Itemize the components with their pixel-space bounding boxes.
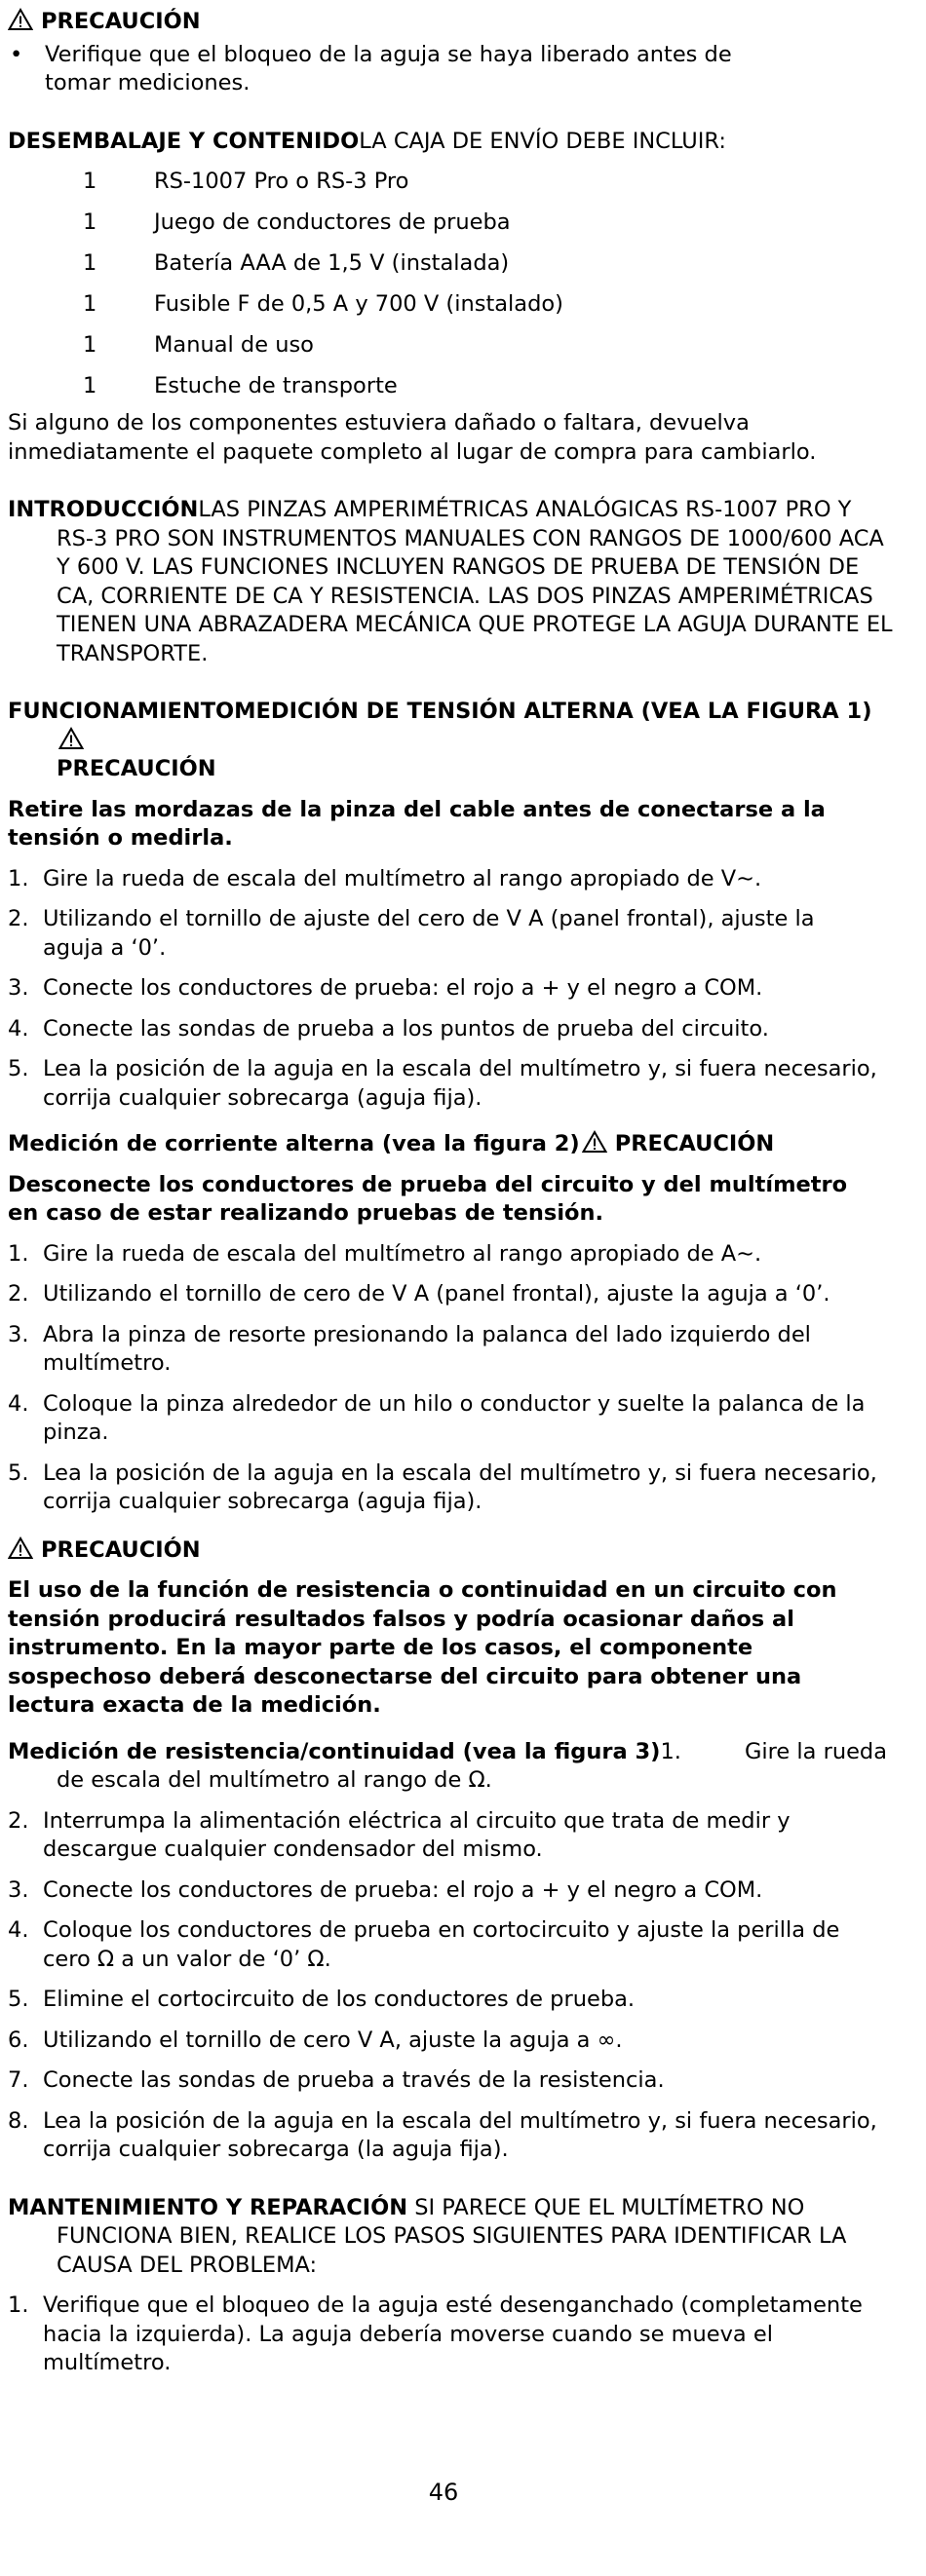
warning-triangle-icon [8,1536,33,1560]
warning-triangle-icon [8,8,33,31]
operation-heading-block [8,698,895,784]
operation-heading: FUNCIONAMIENTO [8,699,235,724]
unpacking-note: Si alguno de los componentes estuviera dañado o faltara, devuelva inmediatamente el paquete completo al lugar de compra para cambiarlo. [8,410,817,465]
step-number: 3. [8,975,29,1001]
warning-triangle-icon [58,727,84,750]
step-number: 3. [8,1876,29,1903]
list-item [8,325,895,366]
step-text: Interrumpa la alimentación eléctrica al circuito que trata de medir y descargue cualquier condensador del mismo. [43,1807,791,1862]
step-text: Utilizando el tornillo de ajuste del cero de V A (panel frontal), ajuste la aguja a ‘0’. [43,906,815,961]
step-number: 2. [8,1281,29,1307]
list-item [8,2107,895,2165]
item-qty: 1 [83,291,97,318]
list-item [8,1240,895,1269]
step-number: 5. [8,1459,29,1486]
intro-heading: INTRODUCCIÓN [8,497,199,522]
step-text: Lea la posición de la aguja en la escala del multímetro y, si fuera necesario, corrija cualquier sobrecarga (aguja fija). [43,1056,877,1111]
item-qty: 1 [83,373,97,399]
step-text: Abra la pinza de resorte presionando la palanca del lado izquierdo del multímetro. [43,1321,811,1376]
step-number: 1. [8,865,29,891]
list-item [8,2292,895,2378]
item-desc: RS-1007 Pro o RS-3 Pro [154,169,409,195]
item-qty: 1 [83,169,97,195]
step-number: 8. [8,2107,29,2134]
resistance-warning: El uso de la función de resistencia o continuidad en un circuito con tensión producirá resultados falsos y podría ocasionar daños al instrumento. En la mayor parte de los casos, el componente sospechoso deberá desconectarse del circuito para obtener una lectura exacta de la medición. [8,1577,837,1718]
step-text: Coloque los conductores de prueba en cortocircuito y ajuste la perilla de cero Ω a un valor de ‘0’ Ω. [43,1917,840,1972]
list-item [8,905,895,963]
page-content [8,8,895,2378]
list-item [8,1807,895,1865]
precaution-label: PRECAUCIÓN [57,756,216,781]
item-desc: Manual de uso [154,332,314,359]
step-number: 3. [8,1321,29,1347]
list-item [8,1015,895,1044]
step-text: Coloque la pinza alrededor de un hilo o conductor y suelte la palanca de la pinza. [43,1390,866,1445]
step-text: Elimine el cortocircuito de los conductores de prueba. [43,1987,636,2012]
step-number: 2. [8,1807,29,1834]
item-desc: Estuche de transporte [154,373,398,399]
intro-section [8,496,895,668]
step-number: 4. [8,1390,29,1417]
resistance-heading-block [8,1738,895,1767]
precaution-label: PRECAUCIÓN [614,1131,775,1156]
step-text: Gire la rueda de escala del multímetro al rango apropiado de V∼. [43,865,762,891]
list-item [8,366,895,407]
step-text-continued: de escala del multímetro al rango de Ω. [57,1767,492,1793]
page-number: 46 [428,2479,459,2506]
step-text: Conecte los conductores de prueba: el rojo a + y el negro a COM. [43,975,763,1001]
list-item [8,1876,895,1906]
item-desc: Juego de conductores de prueba [154,209,511,236]
list-item [8,1459,895,1517]
step-number: 1. [8,1240,29,1267]
contents-list [8,162,895,407]
step-number: 4. [8,1917,29,1943]
list-item [8,244,895,284]
current-heading: Medición de corriente alterna (vea la figura 2) [8,1131,580,1156]
step-text: Conecte los conductores de prueba: el rojo a + y el negro a COM. [43,1876,763,1903]
step-number: 4. [8,1015,29,1042]
precaution-title: PRECAUCIÓN [41,1536,201,1563]
list-item [8,284,895,325]
step-text: Conecte las sondas de prueba a los puntos de prueba del circuito. [43,1015,769,1042]
item-qty: 1 [83,209,97,236]
item-qty: 1 [83,332,97,359]
voltage-warning: Retire las mordazas de la pinza del cable antes de conectarse a la tensión o medirla. [8,796,826,851]
step-number: 1. [8,2292,29,2318]
step-number: 5. [8,1987,29,2012]
unpacking-section [8,128,895,157]
list-item [8,1390,895,1448]
resistance-precaution-heading [8,1536,895,1566]
step-text: Gire la rueda de escala del multímetro al rango apropiado de A∼. [43,1240,762,1267]
unpacking-lead: LA CAJA DE ENVÍO DEBE INCLUIR: [359,128,726,154]
resistance-heading: Medición de resistencia/continuidad (vea la figura 3) [8,1738,661,1764]
step-text: Conecte las sondas de prueba a través de la resistencia. [43,2067,665,2093]
resistance-steps [8,1807,895,2165]
step-text: Verifique que el bloqueo de la aguja esté desenganchado (completamente hacia la izquierda). La aguja debería moverse cuando se mueva el multímetro. [43,2292,863,2375]
item-qty: 1 [83,250,97,277]
step-text: Lea la posición de la aguja en la escala del multímetro y, si fuera necesario, corrija cualquier sobrecarga (la aguja fija). [43,2107,877,2162]
step-number: 7. [8,2067,29,2093]
precaution-heading [8,8,895,37]
unpacking-heading: DESEMBALAJE Y CONTENIDO [8,128,360,154]
list-item [8,1986,895,2015]
step-text: Lea la posición de la aguja en la escala del multímetro y, si fuera necesario, corrija cualquier sobrecarga (aguja fija). [43,1459,877,1514]
list-item [8,865,895,894]
list-item [8,974,895,1004]
list-item [8,203,895,244]
precaution-title: PRECAUCIÓN [41,9,201,34]
voltage-heading: MEDICIÓN DE TENSIÓN ALTERNA (VEA LA FIGURA 1) [234,699,872,724]
maintenance-steps [8,2292,895,2378]
maintenance-heading: MANTENIMIENTO Y REPARACIÓN [8,2194,408,2220]
bullet-mark: • [10,41,23,67]
step-text: Utilizando el tornillo de cero V A, ajuste la aguja a ∞. [43,2027,623,2053]
current-warning: Desconecte los conductores de prueba del circuito y del multímetro en caso de estar realizando pruebas de tensión. [8,1171,848,1226]
maintenance-text: SI PARECE QUE EL MULTÍMETRO NO FUNCIONA BIEN, REALICE LOS PASOS SIGUIENTES PARA IDENTIFICAR LA CAUSA DEL PROBLEMA: [57,2194,847,2278]
step-text: Gire la rueda [744,1738,887,1764]
precaution-text: Verifique que el bloqueo de la aguja se haya liberado antes de tomar mediciones. [45,41,732,95]
list-item [8,2066,895,2096]
item-desc: Fusible F de 0,5 A y 700 V (instalado) [154,291,563,318]
step-number: 6. [8,2027,29,2053]
list-item [8,1280,895,1309]
voltage-steps [8,865,895,1114]
maintenance-section [8,2194,895,2281]
list-item [8,162,895,203]
list-item [8,1055,895,1113]
step-number: 5. [8,1056,29,1081]
step-number: 2. [8,906,29,931]
current-heading-block [8,1130,895,1159]
list-item [8,1916,895,1974]
list-item [8,1321,895,1379]
warning-triangle-icon [582,1130,607,1154]
current-steps [8,1240,895,1517]
step-number: 1. [660,1738,681,1764]
list-item [8,2027,895,2056]
item-desc: Batería AAA de 1,5 V (instalada) [154,250,510,277]
step-text: Utilizando el tornillo de cero de V A (panel frontal), ajuste la aguja a ‘0’. [43,1281,830,1307]
precaution-bullet [8,41,895,98]
intro-text: LAS PINZAS AMPERIMÉTRICAS ANALÓGICAS RS-1007 PRO Y RS-3 PRO SON INSTRUMENTOS MANUALES CON RANGOS DE 1000/600 ACA Y 600 V. LAS FUNCIONES INCLUYEN RANGOS DE PRUEBA DE TENSIÓN DE CA, CORRIENTE DE CA Y RESISTENCIA. LAS DOS PINZAS AMPERIMÉTRICAS TIENEN UNA ABRAZADERA MECÁNICA QUE PROTEGE LA AGUJA DURANTE EL TRANSPORTE. [57,497,893,666]
